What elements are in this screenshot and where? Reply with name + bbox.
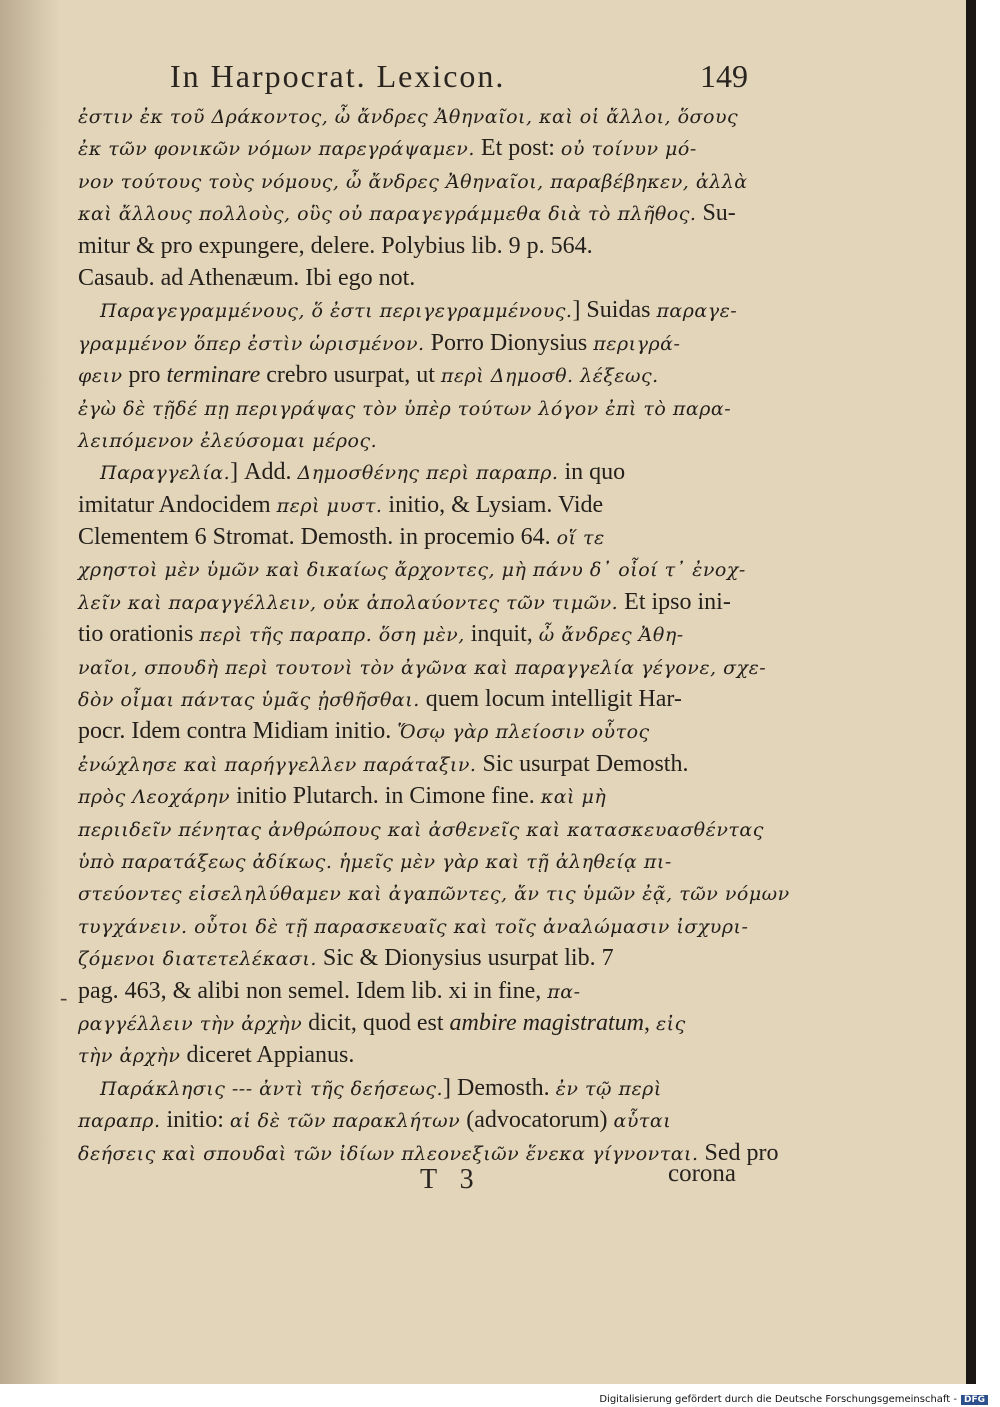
greek-text: αὗται	[613, 1110, 672, 1133]
greek-text: γραμμένον ὅπερ ἐστὶν ὡρισμένον.	[78, 332, 425, 355]
text-line	[78, 975, 760, 1007]
greek-text: δὸν οἶμαι πάντας ὑμᾶς ᾐσθῆσθαι.	[78, 689, 420, 712]
greek-text: περὶ Δημοσθ. λέξεως.	[440, 365, 659, 388]
latin-text: inquit,	[464, 621, 539, 648]
greek-text: αἱ δὲ τῶν παρακλήτων	[229, 1110, 461, 1133]
text-line	[78, 586, 760, 618]
text-line	[78, 456, 760, 488]
text-line	[78, 1007, 760, 1039]
text-line	[78, 197, 760, 229]
latin-text: initio, & Lysiam. Vide	[382, 491, 604, 518]
greek-text: ζόμενοι διατετελέκασι.	[78, 948, 317, 971]
latin-text: ] Add.	[230, 459, 298, 486]
text-line	[78, 910, 760, 942]
greek-text: τυγχάνειν. οὗτοι δὲ τῇ παρασκευαῖς καὶ τοῖς ἀναλώμασιν ἰσχυρι-	[78, 915, 749, 938]
greek-text: Δημοσθένης περὶ παραπρ.	[297, 462, 559, 485]
text-line	[78, 359, 760, 391]
text-line	[78, 845, 760, 877]
greek-text: Παραγεγραμμένους, ὅ ἐστι περιγεγραμμένους.	[100, 300, 573, 323]
running-head: In Harpocrat. Lexicon.	[170, 58, 506, 94]
greek-text: χρηστοὶ μὲν ὑμῶν καὶ δικαίως ἄρχοντες, μὴ πάνυ δ᾽ οἷοί τ᾽ ἐνοχ-	[78, 559, 746, 582]
latin-text: pro	[122, 362, 167, 389]
latin-text: Sed pro	[698, 1139, 779, 1166]
latin-text: crebro usurpat, ut	[260, 362, 441, 389]
greek-text: ἐστιν ἐκ τοῦ Δράκοντος, ὦ ἄνδρες Ἀθηναῖοι, καὶ οἱ ἄλλοι, ὅσους	[78, 106, 739, 128]
greek-text: πρὸς Λεοχάρην	[78, 786, 231, 809]
greek-text: εἰς	[655, 1012, 686, 1035]
greek-text: περὶ μυστ.	[276, 494, 383, 517]
latin-text: Et ipso ini-	[618, 588, 731, 615]
gutter-shadow	[0, 0, 60, 1384]
text-line	[78, 392, 760, 424]
text-line	[78, 1039, 760, 1071]
latin-text: ] Demosth.	[443, 1074, 556, 1101]
greek-text: λειπόμενον ἐλεύσομαι μέρος.	[78, 429, 378, 452]
greek-text: ὑπὸ παρατάξεως ἀδίκως. ἡμεῖς μὲν γὰρ καὶ τῇ ἀληθείᾳ πι-	[78, 850, 672, 873]
greek-text: περὶ τῆς παραπρ. ὅση μὲν,	[199, 624, 465, 647]
greek-text: στεύοντες εἰσεληλύθαμεν καὶ ἀγαπῶντες, ἄν τις ὑμῶν ἐᾷ, τῶν νόμων	[78, 883, 790, 906]
latin-text: (advocatorum)	[460, 1107, 614, 1134]
credit-text: Digitalisierung gefördert durch die Deutsche Forschungsgemeinschaft -	[599, 1394, 957, 1405]
latin-text: diceret Appianus.	[180, 1042, 355, 1069]
latin-text: pag. 463, & alibi non semel. Idem lib. xi in fine,	[78, 977, 548, 1004]
greek-text: Παραγγελία.	[100, 462, 231, 485]
greek-text: λεῖν καὶ παραγγέλλειν, οὐκ ἀπολαύοντες τῶν τιμῶν.	[78, 591, 619, 614]
greek-text: καὶ μὴ	[540, 786, 607, 809]
latin-text: pocr. Idem contra Midiam initio.	[78, 718, 398, 745]
body-text	[78, 100, 790, 1169]
text-line	[78, 521, 760, 553]
latin-text: imitatur Andocidem	[78, 491, 277, 518]
greek-text: δεήσεις καὶ σπουδαὶ τῶν ἰδίων πλεονεξιῶν ἕνεκα γίγνονται.	[78, 1142, 699, 1165]
greek-text: τὴν ἀρχὴν	[78, 1045, 181, 1068]
text-line	[78, 651, 767, 683]
text-line	[78, 748, 760, 780]
greek-text: ἐγὼ δὲ τῇδέ πῃ περιγράψας τὸν ὑπὲρ τούτων λόγον ἐπὶ τὸ παρα-	[78, 397, 732, 420]
latin-text: initio Plutarch. in Cimone fine.	[230, 783, 541, 810]
latin-text: Porro Dionysius	[424, 329, 594, 356]
latin-text: quem locum intelligit Har-	[419, 686, 682, 713]
text-line	[78, 942, 760, 974]
greek-text: ἐν τῷ περὶ	[555, 1077, 662, 1100]
greek-text: περιιδεῖν πένητας ἀνθρώπους καὶ ἀσθενεῖς καὶ κατασκευασθέντας	[78, 818, 764, 841]
catchword: corona	[668, 1160, 737, 1187]
page-edge	[966, 0, 976, 1384]
text-line	[78, 1104, 760, 1136]
greek-text: ἐκ τῶν φονικῶν νόμων παρεγράψαμεν.	[78, 138, 475, 161]
greek-text: παραπρ.	[78, 1110, 161, 1133]
latin-text: Sic & Dionysius usurpat lib. 7	[316, 945, 614, 972]
latin-text: tio orationis	[78, 621, 200, 648]
latin-text: Sic usurpat Demosth.	[476, 750, 689, 777]
latin-text: Et post:	[474, 135, 561, 162]
greek-text: ραγγέλλειν τὴν ἀρχὴν	[78, 1012, 303, 1035]
greek-text: Παράκλησις --- ἀντὶ τῆς δεήσεως.	[100, 1077, 443, 1100]
text-line	[78, 553, 760, 585]
dfg-logo: DFG	[961, 1395, 988, 1405]
text-line	[78, 165, 760, 197]
greek-text: ὦ ἄνδρες Ἀθη-	[538, 624, 684, 647]
text-line	[78, 1072, 760, 1104]
latin-text: in quo	[558, 459, 626, 486]
text-line	[78, 489, 760, 521]
text-line	[78, 618, 760, 650]
greek-text: πα-	[547, 980, 581, 1003]
page-number: 149	[700, 58, 748, 94]
text-line	[78, 877, 790, 909]
text-line	[78, 294, 760, 326]
latin-text: mitur & pro expungere, delere. Polybius lib. 9 p. 564.	[78, 232, 593, 259]
latin-text: initio:	[160, 1107, 230, 1134]
latin-text: ] Suidas	[572, 297, 657, 324]
greek-text: καὶ ἄλλους πολλοὺς, οὓς οὐ παραγεγράμμεθα διὰ τὸ πλῆθος.	[78, 203, 697, 226]
text-line	[78, 424, 760, 456]
greek-text: οὐ τοίνυν μό-	[560, 138, 697, 161]
greek-text: ναῖοι, σπουδὴ περὶ τουτονὶ τὸν ἀγῶνα καὶ παραγγελία γέγονε, σχε-	[78, 656, 767, 679]
latin-text: Casaub. ad Athenæum. Ibi ego not.	[78, 264, 416, 291]
text-line	[78, 100, 760, 132]
greek-text: νον τούτους τοὺς νόμους, ὦ ἄνδρες Ἀθηναῖοι, παραβέβηκεν, ἀλλὰ	[78, 170, 748, 193]
text-line	[78, 230, 760, 262]
latin-text: ,	[643, 1009, 656, 1036]
greek-text: οἵ τε	[556, 527, 605, 550]
text-line	[78, 813, 764, 845]
greek-text: παραγε-	[656, 300, 738, 323]
margin-mark: -	[60, 985, 68, 1010]
latin-text: Su-	[696, 200, 736, 227]
greek-text: Ὅσῳ γὰρ πλείοσιν οὗτος	[397, 721, 650, 744]
latin-text: dicit, quod est	[302, 1009, 450, 1036]
text-line	[78, 327, 760, 359]
text-line	[78, 683, 760, 715]
greek-text: φειν	[78, 365, 123, 388]
text-line	[78, 132, 760, 164]
text-line	[78, 1137, 779, 1169]
latin-text: Clementem 6 Stromat. Demosth. in procemio 64.	[78, 524, 557, 551]
greek-text: περιγρά-	[593, 332, 681, 355]
text-line	[78, 780, 760, 812]
digitization-credit	[599, 1394, 988, 1405]
italic-text: ambire magistratum	[449, 1009, 644, 1036]
text-line	[78, 262, 760, 294]
text-line	[78, 715, 760, 747]
greek-text: ἐνώχλησε καὶ παρήγγελλεν παράταξιν.	[78, 753, 477, 776]
italic-text: terminare	[166, 362, 261, 389]
signature-mark: T 3	[420, 1164, 482, 1195]
